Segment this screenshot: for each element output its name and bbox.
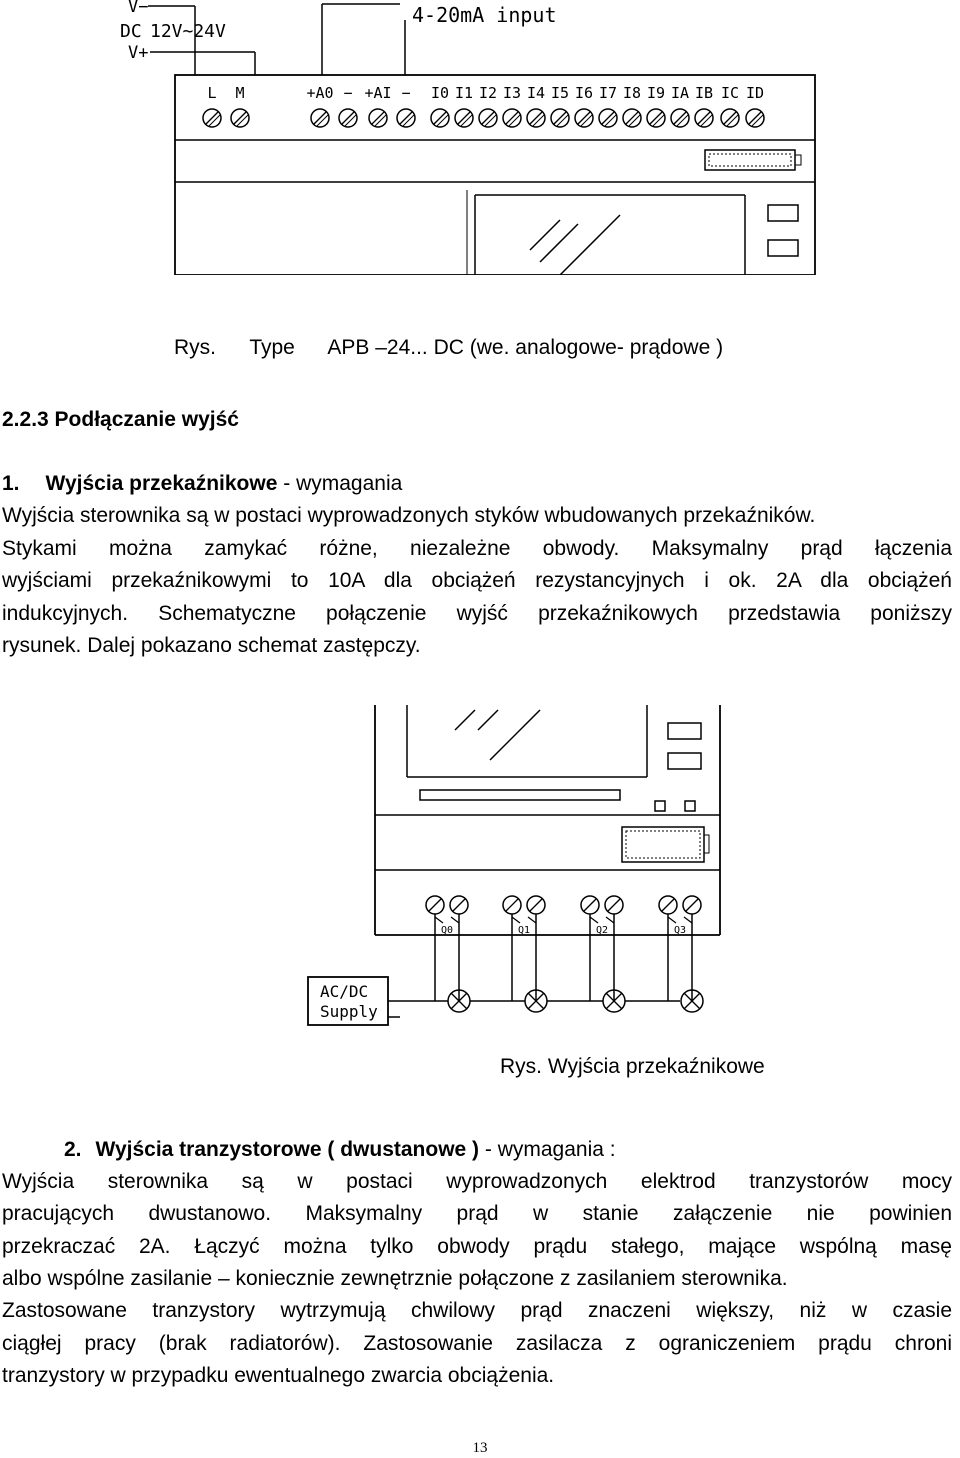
output-label: Q2 bbox=[595, 925, 609, 936]
relay-output bbox=[581, 896, 625, 1012]
terminal-label: IA bbox=[670, 84, 690, 102]
item2-line-7: tranzystory w przypadku ewentualnego zwarcia obciążenia. bbox=[2, 1364, 555, 1387]
terminal-screw bbox=[203, 109, 221, 127]
terminal-screw bbox=[695, 109, 713, 127]
terminal-label: I5 bbox=[550, 84, 570, 102]
item1-title: Wyjścia przekaźnikowe bbox=[45, 472, 278, 495]
caption-rys: Rys. bbox=[174, 336, 216, 359]
terminal-screw bbox=[503, 109, 521, 127]
terminal-screw bbox=[431, 109, 449, 127]
supply-label-1: AC/DC bbox=[320, 982, 369, 1001]
analog-input-label: 4-20mA input bbox=[412, 3, 557, 27]
terminal-screw bbox=[647, 109, 665, 127]
caption-model: APB –24... DC (we. analogowe- prądowe ) bbox=[327, 336, 724, 359]
terminal-label: M bbox=[235, 84, 245, 102]
relay-output bbox=[659, 896, 703, 1012]
terminal-label: +AI bbox=[364, 84, 392, 102]
terminal-label: − bbox=[343, 84, 353, 102]
item1-number: 1. bbox=[2, 472, 20, 495]
output-label: Q3 bbox=[673, 925, 687, 936]
item2-line-6: ciągłej pracy (brak radiatorów). Zastosowanie zasilacza z ograniczeniem prądu chroni bbox=[2, 1332, 952, 1355]
terminal-label: I9 bbox=[646, 84, 666, 102]
power-plus-label: V+ bbox=[128, 43, 149, 63]
terminal-label: I1 bbox=[454, 84, 474, 102]
item2-heading bbox=[64, 1134, 616, 1167]
section-heading: 2.2.3 Podłączanie wyjść bbox=[2, 408, 239, 431]
item1-line-3: wyjściami przekaźnikowymi to 10A dla obciążeń rezystancyjnych i ok. 2A dla obciążeń bbox=[2, 569, 952, 592]
terminal-screw bbox=[721, 109, 739, 127]
terminal-screw bbox=[623, 109, 641, 127]
terminal-label: I8 bbox=[622, 84, 642, 102]
relay-output bbox=[503, 896, 547, 1012]
terminal-label: − bbox=[401, 84, 411, 102]
terminal-screw bbox=[671, 109, 689, 127]
item1-line-2: Stykami można zamykać różne, niezależne obwody. Maksymalny prąd łączenia bbox=[2, 537, 952, 560]
power-range-label: 12V~24V bbox=[150, 21, 226, 42]
terminal-label: ID bbox=[745, 84, 765, 102]
terminal-label: I6 bbox=[574, 84, 594, 102]
output-label: Q1 bbox=[517, 925, 531, 936]
page-number: 13 bbox=[472, 1440, 488, 1456]
terminal-label: I7 bbox=[598, 84, 618, 102]
item1-heading bbox=[2, 468, 402, 501]
caption-type: Type bbox=[249, 336, 295, 359]
item2-number: 2. bbox=[64, 1138, 82, 1161]
power-dc-label: DC bbox=[120, 21, 142, 42]
terminal-screw bbox=[599, 109, 617, 127]
terminal-label: I2 bbox=[478, 84, 498, 102]
battery-icon bbox=[622, 827, 704, 862]
terminal-label: +A0 bbox=[306, 84, 334, 102]
item2-line-2: pracujących dwustanowo. Maksymalny prąd w stanie załączenie nie powinien bbox=[2, 1202, 952, 1225]
item2-title-suffix: - wymagania : bbox=[479, 1138, 616, 1161]
terminal-screw bbox=[527, 109, 545, 127]
item1-line-1: Wyjścia sterownika są w postaci wyprowadzonych styków wbudowanych przekaźników. bbox=[2, 504, 816, 527]
item1-line-4: indukcyjnych. Schematyczne połączenie wyjść przekaźnikowych przedstawia poniższy bbox=[2, 602, 952, 625]
item1-title-suffix: - wymagania bbox=[277, 472, 403, 495]
terminal-screw bbox=[231, 109, 249, 127]
figure-caption-1 bbox=[174, 332, 723, 365]
figure-relay-outputs bbox=[300, 705, 730, 1035]
output-label: Q0 bbox=[440, 925, 454, 936]
power-minus-label: V− bbox=[128, 0, 149, 17]
terminal-label: I0 bbox=[430, 84, 450, 102]
terminal-screw bbox=[479, 109, 497, 127]
device-button-3 bbox=[668, 723, 701, 739]
item1-line-5: rysunek. Dalej pokazano schemat zastępczy. bbox=[2, 634, 421, 657]
item2-line-1: Wyjścia sterownika są w postaci wyprowadzonych elektrod tranzystorów mocy bbox=[2, 1170, 952, 1193]
relay-output bbox=[426, 896, 470, 1012]
item2-title: Wyjścia tranzystorowe ( dwustanowe ) bbox=[95, 1138, 480, 1161]
item2-line-4: albo wspólne zasilanie – koniecznie zewnętrznie połączone z zasilaniem sterownika. bbox=[2, 1267, 788, 1290]
terminal-label: L bbox=[207, 84, 217, 102]
device-button-4 bbox=[668, 753, 701, 769]
item2-line-5: Zastosowane tranzystory wytrzymują chwilowy prąd znaczeni większy, niż w czasie bbox=[2, 1299, 952, 1322]
figure-input-wiring bbox=[100, 0, 840, 275]
terminal-screw bbox=[339, 109, 357, 127]
terminal-screw bbox=[397, 109, 415, 127]
figure-caption-2: Rys. Wyjścia przekaźnikowe bbox=[500, 1055, 765, 1078]
terminal-screw bbox=[455, 109, 473, 127]
supply-label-2: Supply bbox=[320, 1002, 378, 1021]
terminal-label: I4 bbox=[526, 84, 546, 102]
terminal-screw bbox=[746, 109, 764, 127]
terminal-screw bbox=[575, 109, 593, 127]
terminal-label: IB bbox=[694, 84, 714, 102]
terminal-screw bbox=[311, 109, 329, 127]
terminal-label: IC bbox=[720, 84, 740, 102]
terminal-screw bbox=[369, 109, 387, 127]
item2-line-3: przekraczać 2A. Łączyć można tylko obwody prądu stałego, mające wspólną masę bbox=[2, 1235, 952, 1258]
terminal-label: I3 bbox=[502, 84, 522, 102]
terminal-screw bbox=[551, 109, 569, 127]
